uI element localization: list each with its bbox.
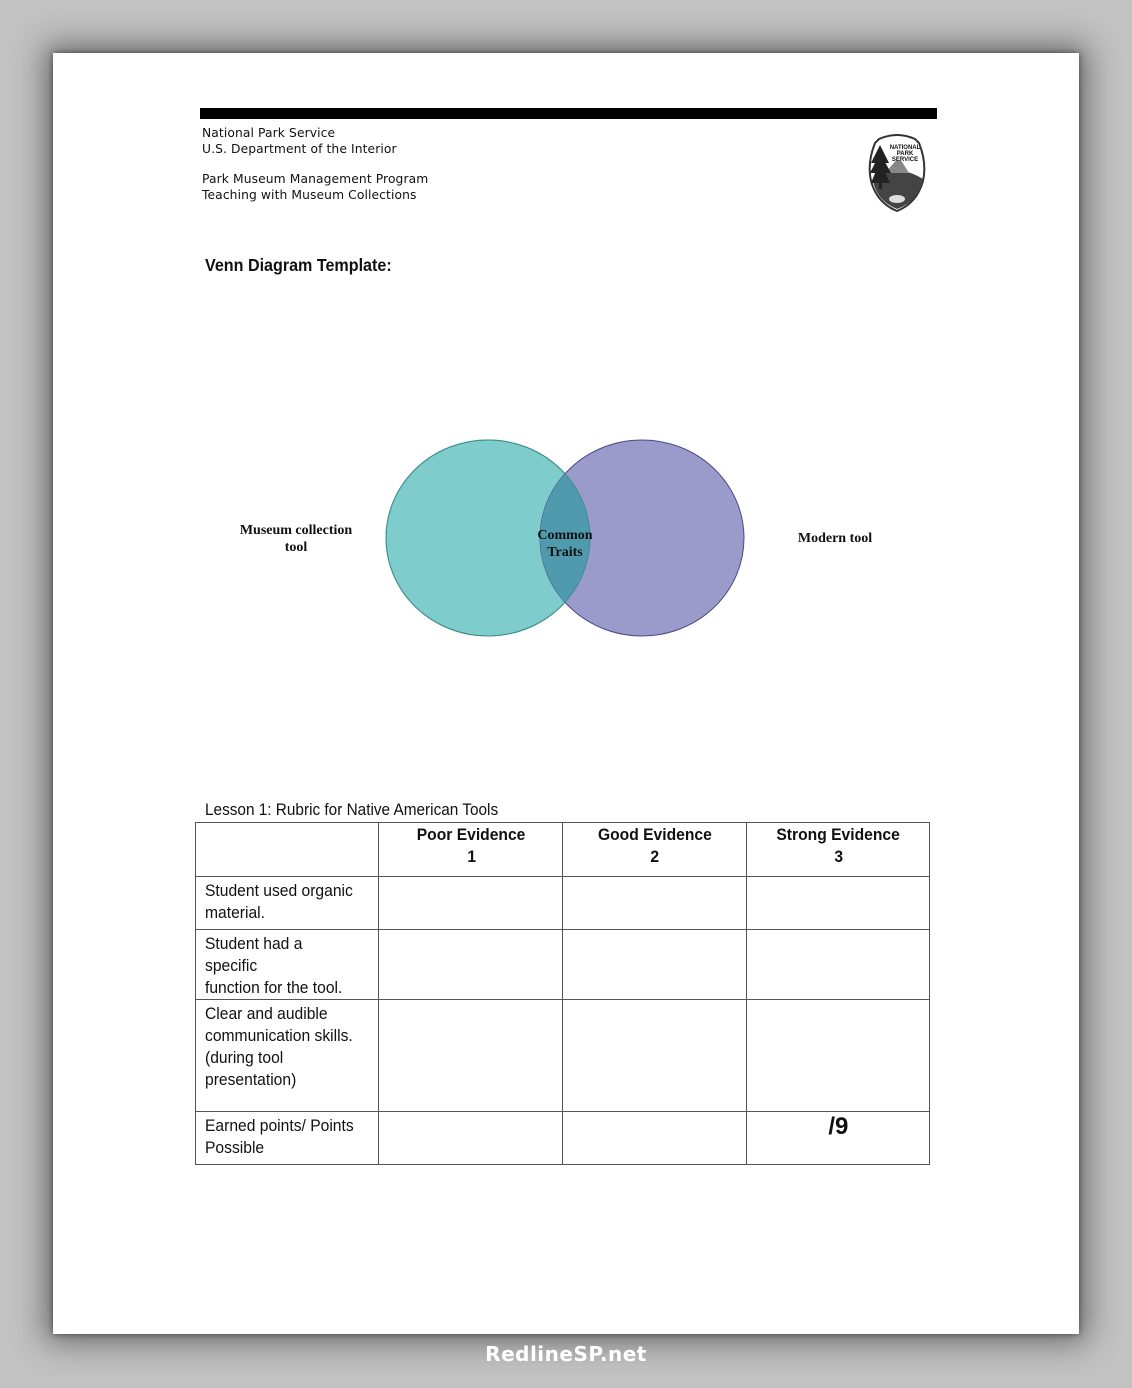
- venn-center-label-line: Common: [537, 528, 593, 543]
- score-cell-good[interactable]: [563, 877, 746, 930]
- venn-left-label-line: tool: [284, 540, 308, 555]
- column-score: 2: [650, 847, 660, 866]
- rubric-header-blank: [196, 823, 379, 877]
- nps-arrowhead-logo-icon: [865, 133, 929, 213]
- program-subtitle: Teaching with Museum Collections: [202, 188, 417, 202]
- venn-right-label: Modern tool: [797, 531, 873, 546]
- score-cell-poor[interactable]: [379, 930, 563, 1000]
- venn-center-label: [525, 527, 605, 561]
- svg-text:PARK: PARK: [896, 151, 914, 157]
- watermark: RedlineSP.net: [485, 1342, 647, 1366]
- rubric-caption: Lesson 1: Rubric for Native American Tools: [205, 801, 499, 819]
- criterion-cell: [196, 930, 379, 1000]
- rubric-header-strong: [746, 823, 929, 877]
- criterion-text: Student used organic: [205, 881, 353, 900]
- points-possible-value: /9: [828, 1113, 849, 1140]
- criterion-text: Student had a specific: [205, 934, 303, 975]
- score-cell-good[interactable]: [563, 930, 746, 1000]
- program-name: Park Museum Management Program: [202, 172, 429, 186]
- column-label: Poor Evidence: [417, 825, 526, 844]
- earned-points-cell[interactable]: [379, 1112, 563, 1165]
- venn-left-label: [231, 522, 361, 556]
- rubric-table: [195, 822, 930, 1165]
- criterion-text: Clear and audible: [205, 1004, 328, 1023]
- criterion-text: Earned points/ Points: [205, 1116, 354, 1135]
- venn-title: Venn Diagram Template:: [205, 255, 392, 275]
- criterion-cell: [196, 1000, 379, 1112]
- column-label: Good Evidence: [598, 825, 713, 844]
- column-label: Strong Evidence: [776, 825, 901, 844]
- criterion-cell: [196, 1112, 379, 1165]
- criterion-text: material.: [205, 903, 265, 922]
- score-cell-poor[interactable]: [379, 877, 563, 930]
- agency-name: National Park Service: [202, 126, 336, 140]
- venn-left-label-line: Museum collection: [239, 523, 353, 538]
- table-row-total: [196, 1112, 930, 1165]
- svg-text:SERVICE: SERVICE: [891, 157, 919, 163]
- rubric-header-row: [196, 823, 930, 877]
- score-cell-good[interactable]: [563, 1112, 746, 1165]
- points-possible-cell: [746, 1112, 929, 1165]
- department-name: U.S. Department of the Interior: [202, 142, 397, 156]
- score-cell-strong[interactable]: [746, 1000, 929, 1112]
- criterion-text: (during tool: [205, 1048, 284, 1067]
- score-cell-good[interactable]: [563, 1000, 746, 1112]
- rubric-header-poor: [379, 823, 563, 877]
- rubric-header-good: [563, 823, 746, 877]
- table-row: [196, 930, 930, 1000]
- criterion-cell: [196, 877, 379, 930]
- score-cell-poor[interactable]: [379, 1000, 563, 1112]
- score-cell-strong[interactable]: [746, 877, 929, 930]
- table-row: [196, 1000, 930, 1112]
- table-row: [196, 877, 930, 930]
- venn-center-label-line: Traits: [547, 545, 583, 560]
- column-score: 3: [834, 847, 843, 866]
- criterion-text: Possible: [205, 1138, 265, 1157]
- column-score: 1: [467, 847, 476, 866]
- header-rule: [200, 108, 937, 119]
- score-cell-strong[interactable]: [746, 930, 929, 1000]
- criterion-text: communication skills.: [205, 1026, 353, 1045]
- criterion-text: presentation): [205, 1070, 297, 1089]
- criterion-text: function for the tool.: [205, 978, 343, 997]
- svg-text:NATIONAL: NATIONAL: [889, 145, 921, 151]
- document-page: [53, 53, 1079, 1334]
